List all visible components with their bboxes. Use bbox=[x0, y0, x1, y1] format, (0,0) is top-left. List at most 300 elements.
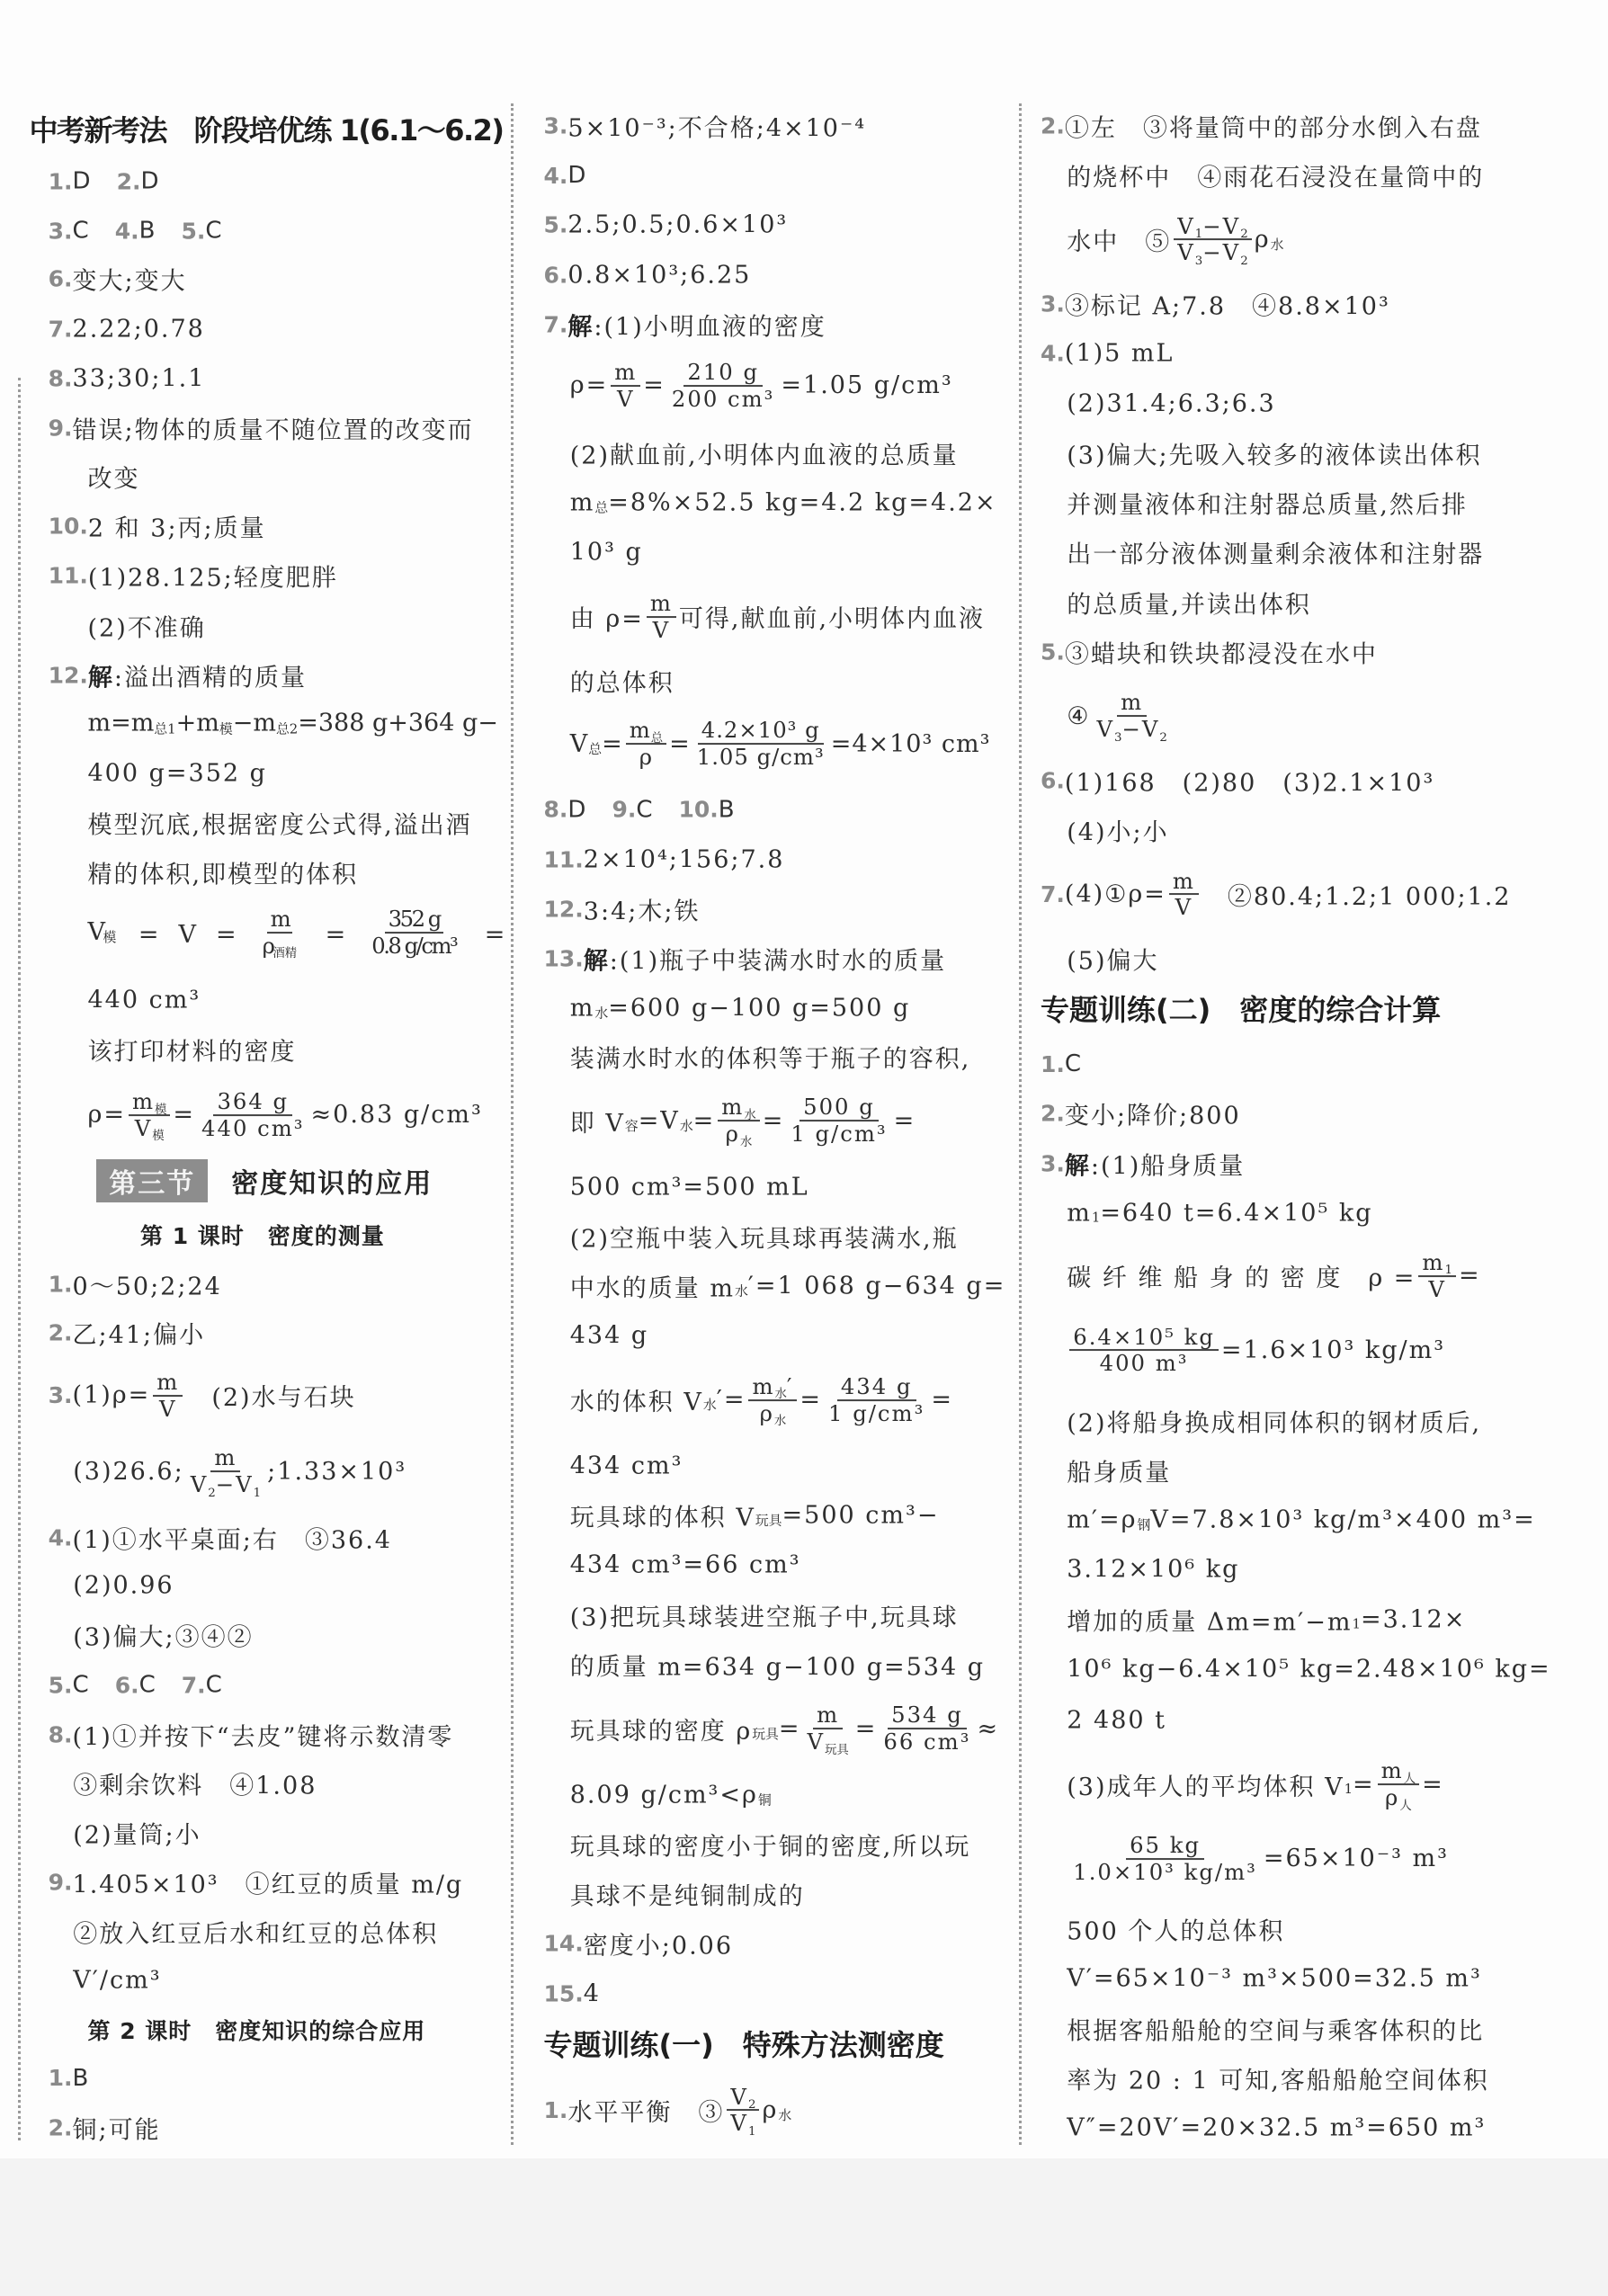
lesson-heading bbox=[88, 2014, 426, 2046]
question-number: 7. bbox=[48, 316, 73, 343]
text-run: m bbox=[614, 359, 638, 386]
text-run: = bbox=[778, 1714, 801, 1743]
subscript: 1 bbox=[1194, 228, 1203, 242]
fraction-denominator bbox=[1425, 1277, 1450, 1302]
answer-line bbox=[544, 942, 947, 977]
answer-line bbox=[1067, 2114, 1486, 2142]
answer-line bbox=[570, 1781, 772, 1809]
text-run: =3.12× bbox=[1360, 1605, 1467, 1633]
text-run: =600 g−100 g=500 g bbox=[608, 994, 911, 1023]
fraction-numerator bbox=[1418, 1250, 1456, 1277]
subscript: 水 bbox=[734, 1282, 748, 1300]
text-run: 装满水时水的体积等于瓶子的容积, bbox=[569, 1045, 971, 1074]
text-run: (5)偏大 bbox=[1067, 947, 1159, 976]
text-run: (4)①ρ= bbox=[1064, 880, 1166, 908]
text-run: 0.8 g/cm³ bbox=[371, 932, 457, 959]
text-run: 的总体积 bbox=[569, 669, 674, 698]
answer-line bbox=[544, 1926, 734, 1961]
solution-label: 解 bbox=[1064, 1152, 1091, 1180]
text-run: 变大;变大 bbox=[72, 267, 187, 296]
column-divider bbox=[18, 378, 21, 2140]
text-run: 2 480 t bbox=[1067, 1706, 1166, 1735]
fraction-denominator bbox=[1093, 716, 1170, 745]
choice-answer: C bbox=[1064, 1050, 1082, 1077]
choice-answer: B bbox=[138, 217, 156, 245]
text-run: 精的体积,即模型的体积 bbox=[87, 861, 359, 889]
answer-line bbox=[570, 435, 959, 470]
lesson-heading bbox=[140, 1219, 385, 1251]
text-run: (2)水与石块 bbox=[185, 1384, 356, 1413]
answer-line bbox=[1067, 1655, 1550, 1683]
text-run: V bbox=[652, 616, 671, 643]
text-run: −V bbox=[1202, 239, 1241, 266]
question-number: 2. bbox=[116, 168, 141, 194]
text-run: −m bbox=[232, 709, 276, 737]
question-number: 3. bbox=[48, 1382, 73, 1409]
answer-line bbox=[1067, 1602, 1466, 1637]
text-run: ′= bbox=[716, 1386, 746, 1415]
text-run: 434 g bbox=[840, 1372, 913, 1399]
text-run: 具球不是纯铜制成的 bbox=[569, 1882, 805, 1911]
text-run: 并测量液体和注射器总质量,然后排 bbox=[1067, 491, 1468, 520]
text-run: 0～50;2;24 bbox=[72, 1273, 222, 1301]
subscript: 1 bbox=[747, 2125, 756, 2140]
subscript: 钢 bbox=[1137, 1516, 1151, 1533]
answer-line bbox=[1067, 1556, 1239, 1584]
answer-line bbox=[1067, 158, 1484, 193]
subscript: 水 bbox=[774, 1388, 787, 1402]
answer-line bbox=[544, 1979, 601, 2007]
text-run: 434 cm³=66 cm³ bbox=[569, 1550, 801, 1579]
subscript: 1 bbox=[253, 1487, 262, 1501]
answer-line bbox=[1067, 1833, 1449, 1885]
text-run: 模型沉底,根据密度公式得,溢出酒 bbox=[87, 811, 472, 840]
solution-label: 解 bbox=[87, 664, 114, 692]
subscript: 总 bbox=[650, 731, 664, 746]
text-run: (2)0.96 bbox=[73, 1571, 174, 1600]
question-number: 1. bbox=[1041, 1050, 1065, 1077]
fraction bbox=[1378, 1757, 1419, 1813]
text-run: = V = bbox=[116, 921, 256, 950]
subscript: 玩具 bbox=[825, 1744, 849, 1758]
answer-line bbox=[570, 1452, 683, 1479]
subscript: 模 bbox=[103, 929, 117, 946]
text-run: V bbox=[1096, 716, 1115, 743]
text-run: ′ bbox=[786, 1372, 794, 1399]
fraction-numerator bbox=[1126, 1833, 1204, 1860]
choice-answer: B bbox=[718, 796, 735, 824]
text-run: = bbox=[1422, 1770, 1444, 1799]
text-run: :(1)瓶子中装满水时水的质量 bbox=[609, 947, 947, 976]
text-run: m bbox=[569, 994, 595, 1023]
text-run: m bbox=[1422, 1248, 1445, 1275]
text-run: m bbox=[721, 1094, 745, 1121]
text-run: :(1)船身质量 bbox=[1090, 1152, 1246, 1180]
answer-line bbox=[49, 2111, 161, 2146]
answer-line bbox=[570, 1647, 985, 1682]
answer-line bbox=[73, 1765, 317, 1800]
fraction-numerator bbox=[213, 1089, 292, 1116]
text-run: 500 g bbox=[803, 1094, 875, 1121]
text-run: 水平平衡 ③ bbox=[567, 2099, 725, 2127]
text-run: =1.05 g/cm³ bbox=[781, 371, 953, 400]
answer-line bbox=[1067, 1403, 1481, 1438]
answer-line bbox=[49, 558, 338, 594]
subscript: 水 bbox=[744, 1109, 756, 1123]
text-run: =640 t=6.4×10⁵ kg bbox=[1100, 1199, 1373, 1228]
question-number: 4. bbox=[1041, 340, 1065, 367]
text-run: V=7.8×10³ kg/m³×400 m³= bbox=[1150, 1505, 1536, 1534]
subscript: 3 bbox=[1114, 730, 1122, 745]
question-number: 5. bbox=[543, 211, 568, 238]
text-run: 10⁶ kg−6.4×10⁵ kg=2.48×10⁶ kg= bbox=[1067, 1655, 1551, 1684]
text-run: 3.12×10⁶ kg bbox=[1067, 1555, 1240, 1584]
question-number: 9. bbox=[48, 415, 73, 442]
answer-line bbox=[569, 1702, 1000, 1758]
answer-line bbox=[544, 845, 785, 873]
question-number: 3. bbox=[48, 218, 73, 245]
answer-line bbox=[570, 1498, 940, 1533]
answer-line bbox=[1067, 486, 1468, 521]
text-run: V″=20V′=20×32.5 m³=650 m³ bbox=[1067, 2113, 1487, 2142]
text-run bbox=[653, 792, 679, 827]
question-number: 5. bbox=[181, 218, 206, 245]
text-run: ρ bbox=[1254, 226, 1271, 254]
fraction bbox=[1069, 1325, 1219, 1377]
text-run: 1 g/cm³ bbox=[791, 1121, 888, 1148]
fraction bbox=[1069, 1833, 1261, 1885]
answer-line bbox=[570, 995, 911, 1023]
fraction-numerator bbox=[800, 1094, 879, 1121]
text-run: −V bbox=[1121, 716, 1160, 743]
fraction-denominator bbox=[1096, 1352, 1193, 1377]
fraction-numerator bbox=[1174, 214, 1251, 241]
fraction bbox=[1169, 869, 1199, 921]
question-number: 6. bbox=[543, 262, 568, 288]
fraction bbox=[748, 1372, 797, 1429]
answer-line bbox=[73, 1618, 253, 1653]
text-run: m bbox=[214, 1444, 237, 1471]
question-number: 6. bbox=[48, 265, 73, 292]
text-run: V bbox=[730, 2110, 748, 2137]
text-run: m bbox=[1172, 867, 1195, 894]
answer-line bbox=[570, 591, 985, 643]
text-run: ′=1 068 g−634 g= bbox=[747, 1272, 1006, 1300]
text-run: 增加的质量 Δm=m′−m bbox=[1067, 1608, 1353, 1636]
answer-line bbox=[49, 1267, 222, 1302]
question-number: 8. bbox=[543, 796, 568, 823]
text-run: V bbox=[159, 1395, 177, 1422]
text-run: ③蜡块和铁块都浸没在水中 bbox=[1064, 640, 1378, 669]
answer-line bbox=[49, 1667, 222, 1702]
text-run: =1.6×10³ kg/m³ bbox=[1220, 1336, 1446, 1364]
answer-line bbox=[1041, 763, 1434, 798]
question-number: 1. bbox=[48, 2065, 73, 2092]
text-run: 改变 bbox=[87, 465, 140, 494]
fraction bbox=[804, 1702, 853, 1758]
text-run: 该打印材料的密度 bbox=[87, 1038, 297, 1067]
answer-line bbox=[1067, 1506, 1535, 1534]
choice-answer: B bbox=[72, 2064, 89, 2092]
text-run: =8%×52.5 kg=4.2 kg=4.2× bbox=[608, 488, 997, 517]
answer-line bbox=[1067, 1965, 1482, 1993]
fraction-denominator bbox=[649, 618, 674, 643]
subscript: 1 bbox=[1444, 1264, 1452, 1278]
answer-line bbox=[49, 262, 187, 297]
answer-line bbox=[49, 1865, 464, 1900]
text-run: m bbox=[1380, 1757, 1404, 1784]
fraction-numerator bbox=[698, 718, 824, 745]
answer-line bbox=[49, 1520, 392, 1555]
text-run: ρ bbox=[1385, 1784, 1400, 1811]
text-run: 由 ρ= bbox=[569, 605, 644, 634]
text-run: 33;30;1.1 bbox=[72, 364, 206, 393]
answer-line bbox=[1041, 1146, 1245, 1181]
subscript: 总 bbox=[594, 499, 609, 516]
subscript: 水 bbox=[739, 1136, 753, 1150]
text-run: +m bbox=[175, 709, 219, 737]
fraction-numerator bbox=[748, 1374, 797, 1401]
text-run: 2.5;0.5;0.6×10³ bbox=[567, 210, 789, 239]
text-run: 乙;41;偏小 bbox=[72, 1321, 206, 1350]
section-heading bbox=[30, 108, 504, 149]
text-run: = bbox=[602, 729, 623, 758]
choice-answer: C bbox=[205, 1671, 222, 1699]
fraction-denominator bbox=[368, 934, 460, 959]
question-number: 6. bbox=[114, 1672, 139, 1699]
subscript: 玩具 bbox=[752, 1726, 779, 1743]
text-run: 5×10⁻³;不合格;4×10⁻⁴ bbox=[567, 114, 867, 143]
question-number: 1. bbox=[543, 2097, 568, 2123]
text-run: = bbox=[643, 371, 666, 400]
text-run: = bbox=[854, 1714, 878, 1743]
answer-line bbox=[1067, 1452, 1171, 1487]
text-run: ;1.33×10³ bbox=[267, 1457, 407, 1486]
fraction-numerator bbox=[647, 591, 676, 618]
text-run: −V bbox=[215, 1471, 254, 1498]
answer-line bbox=[1067, 212, 1284, 269]
text-run: 400 m³ bbox=[1099, 1350, 1189, 1377]
text-run: :(1)小明血液的密度 bbox=[594, 313, 826, 342]
answer-line bbox=[49, 1370, 356, 1422]
question-number: 7. bbox=[1041, 881, 1065, 907]
question-number: 12. bbox=[543, 896, 584, 923]
fraction bbox=[611, 360, 640, 412]
solution-label: 解 bbox=[567, 313, 594, 342]
question-number: 9. bbox=[612, 796, 637, 823]
fraction-denominator bbox=[722, 1121, 756, 1150]
text-run: 密度知识的应用 bbox=[231, 1168, 433, 1200]
question-number: 13. bbox=[543, 945, 584, 972]
fraction-denominator bbox=[804, 1729, 853, 1758]
answer-line bbox=[1067, 1757, 1444, 1813]
question-number: 3. bbox=[1041, 1150, 1065, 1176]
fraction-denominator bbox=[636, 745, 657, 770]
fraction-denominator bbox=[825, 1401, 928, 1426]
subscript: 人 bbox=[1403, 1772, 1416, 1786]
fraction-numerator bbox=[1069, 1325, 1219, 1352]
text-run: 第 2 课时 密度知识的综合应用 bbox=[87, 2018, 426, 2045]
text-run: 水的体积 V bbox=[569, 1389, 703, 1417]
answer-line bbox=[49, 1316, 205, 1351]
answer-line bbox=[1067, 1250, 1480, 1302]
text-run: (3)偏大;③④② bbox=[73, 1623, 254, 1652]
text-run: (2)不准确 bbox=[87, 614, 206, 642]
text-run: 66 cm³ bbox=[883, 1729, 971, 1756]
fraction bbox=[187, 1444, 264, 1501]
answer-line bbox=[569, 1094, 916, 1150]
answer-line bbox=[544, 891, 701, 926]
text-run: V bbox=[1175, 894, 1193, 921]
text-run: = bbox=[931, 1386, 953, 1415]
answer-line bbox=[88, 986, 201, 1014]
section-title bbox=[96, 1159, 433, 1202]
answer-line bbox=[1067, 435, 1481, 470]
fraction bbox=[129, 1087, 170, 1144]
answer-line bbox=[1041, 1096, 1241, 1131]
fraction-denominator bbox=[756, 1399, 791, 1429]
answer-line bbox=[570, 1219, 959, 1254]
question-number: 3. bbox=[543, 112, 568, 139]
answer-line bbox=[1067, 2060, 1489, 2095]
text-run: (1)ρ= bbox=[72, 1381, 151, 1410]
text-run: (1)28.125;轻度肥胖 bbox=[87, 564, 338, 593]
fraction-numerator bbox=[153, 1370, 183, 1397]
subscript: 模 bbox=[219, 720, 233, 737]
fraction-numerator bbox=[727, 2085, 759, 2112]
subscript: 人 bbox=[1399, 1799, 1412, 1813]
text-run: 密度小;0.06 bbox=[583, 1932, 734, 1961]
section-heading bbox=[1041, 987, 1441, 1029]
answer-line bbox=[544, 211, 789, 239]
text-run: =65×10⁻³ m³ bbox=[1263, 1845, 1449, 1873]
text-run: 1.405×10³ ①红豆的质量 m/g bbox=[72, 1871, 464, 1899]
text-run: V bbox=[1177, 239, 1195, 266]
answer-line bbox=[570, 1597, 959, 1632]
answer-line bbox=[544, 792, 735, 827]
text-run: (1)5 mL bbox=[1064, 339, 1175, 368]
text-run: ρ bbox=[725, 1121, 740, 1148]
subscript: 总 bbox=[588, 740, 603, 757]
text-run: 玩具球的体积 V bbox=[569, 1504, 755, 1532]
answer-line bbox=[570, 1322, 648, 1350]
fraction-denominator bbox=[613, 387, 639, 412]
text-run: (3)成年人的平均体积 V bbox=[1067, 1773, 1344, 1801]
text-run: ρ= bbox=[569, 371, 609, 400]
text-run: 中水的质量 m bbox=[569, 1274, 735, 1303]
answer-line bbox=[1067, 2011, 1484, 2046]
text-run: 的质量 m=634 g−100 g=534 g bbox=[569, 1653, 986, 1682]
text-run: ③标记 A;7.8 ④8.8×10³ bbox=[1064, 292, 1390, 321]
text-run: 4 bbox=[583, 1979, 601, 2007]
text-run: 变小;降价;800 bbox=[1064, 1102, 1241, 1130]
fraction-numerator bbox=[611, 360, 640, 387]
subscript: 模 bbox=[155, 1103, 167, 1117]
question-number: 9. bbox=[48, 1869, 73, 1896]
text-run: (2)31.4;6.3;6.3 bbox=[1067, 389, 1276, 417]
answer-line bbox=[88, 710, 498, 737]
text-run: V bbox=[134, 1114, 153, 1141]
text-run: V bbox=[617, 386, 635, 412]
subscript: 2 bbox=[1240, 255, 1248, 269]
question-number: 6. bbox=[1041, 767, 1065, 794]
text-run: 专题训练(二) 密度的综合计算 bbox=[1041, 993, 1442, 1028]
column-divider bbox=[511, 103, 514, 2145]
text-run: = bbox=[893, 1106, 916, 1135]
text-run: 2 和 3;丙;质量 bbox=[87, 514, 266, 543]
text-run: 第 1 课时 密度的测量 bbox=[140, 1223, 385, 1250]
answer-line bbox=[570, 489, 997, 517]
subscript: 3 bbox=[1194, 255, 1203, 269]
fraction bbox=[668, 360, 779, 412]
text-run: V bbox=[190, 1471, 209, 1498]
text-run: m bbox=[1067, 1199, 1092, 1228]
answer-line bbox=[570, 1173, 809, 1201]
text-run: 即 V bbox=[569, 1109, 625, 1138]
text-run: 3:4;木;铁 bbox=[583, 898, 701, 926]
text-run: (3)26.6; bbox=[73, 1457, 184, 1486]
text-run: (2)献血前,小明体内血液的总质量 bbox=[569, 442, 959, 470]
choice-answer: C bbox=[72, 217, 89, 245]
text-run: 210 g bbox=[687, 359, 759, 386]
text-run: = bbox=[1353, 1770, 1375, 1799]
text-run: V bbox=[730, 2083, 748, 2110]
text-run: m′=ρ bbox=[1067, 1505, 1138, 1534]
subscript: 2 bbox=[747, 2098, 756, 2113]
subscript: 水 bbox=[778, 2107, 792, 2124]
answer-line bbox=[1041, 287, 1390, 322]
answer-line bbox=[570, 360, 953, 412]
fraction-denominator bbox=[1174, 239, 1251, 269]
text-run: (1)①水平桌面;右 ③36.4 bbox=[72, 1526, 392, 1554]
answer-line bbox=[49, 657, 307, 692]
choice-answer: C bbox=[138, 1671, 156, 1699]
answer-line bbox=[73, 1572, 174, 1600]
text-run: (3)偏大;先吸入较多的液体读出体积 bbox=[1067, 442, 1482, 470]
fraction bbox=[1418, 1250, 1456, 1302]
answer-line bbox=[544, 108, 867, 143]
question-number: 1. bbox=[48, 1271, 73, 1298]
question-number: 12. bbox=[48, 662, 88, 689]
answer-line bbox=[570, 1269, 1006, 1304]
question-number: 11. bbox=[543, 846, 584, 872]
fraction-denominator bbox=[727, 2110, 759, 2140]
fraction bbox=[647, 591, 676, 643]
answer-line bbox=[73, 1966, 161, 1994]
text-run: 4.2×10³ g bbox=[701, 717, 820, 744]
text-run bbox=[156, 1667, 182, 1702]
text-run: 434 cm³ bbox=[569, 1452, 683, 1480]
text-run: 水中 ⑤ bbox=[1067, 228, 1172, 256]
text-run: 200 cm³ bbox=[671, 386, 775, 412]
text-run bbox=[155, 213, 181, 248]
subscript: 2 bbox=[1159, 730, 1167, 745]
question-number: 5. bbox=[48, 1672, 73, 1699]
answer-line bbox=[88, 855, 359, 890]
answer-line bbox=[88, 608, 206, 643]
fraction bbox=[153, 1370, 183, 1422]
text-run: =4×10³ cm³ bbox=[830, 729, 991, 758]
answer-line bbox=[1041, 869, 1512, 921]
answer-line bbox=[1067, 535, 1484, 570]
text-run: (1)①并按下“去皮”键将示数清零 bbox=[72, 1723, 454, 1752]
text-run: 6.4×10⁵ kg bbox=[1073, 1323, 1215, 1350]
subscript: 1 bbox=[1091, 1209, 1101, 1226]
answer-line bbox=[1067, 689, 1174, 745]
solution-label: 解 bbox=[583, 947, 610, 976]
text-run: (2)将船身换成相同体积的钢材质后, bbox=[1067, 1409, 1482, 1437]
answer-line bbox=[544, 307, 826, 342]
